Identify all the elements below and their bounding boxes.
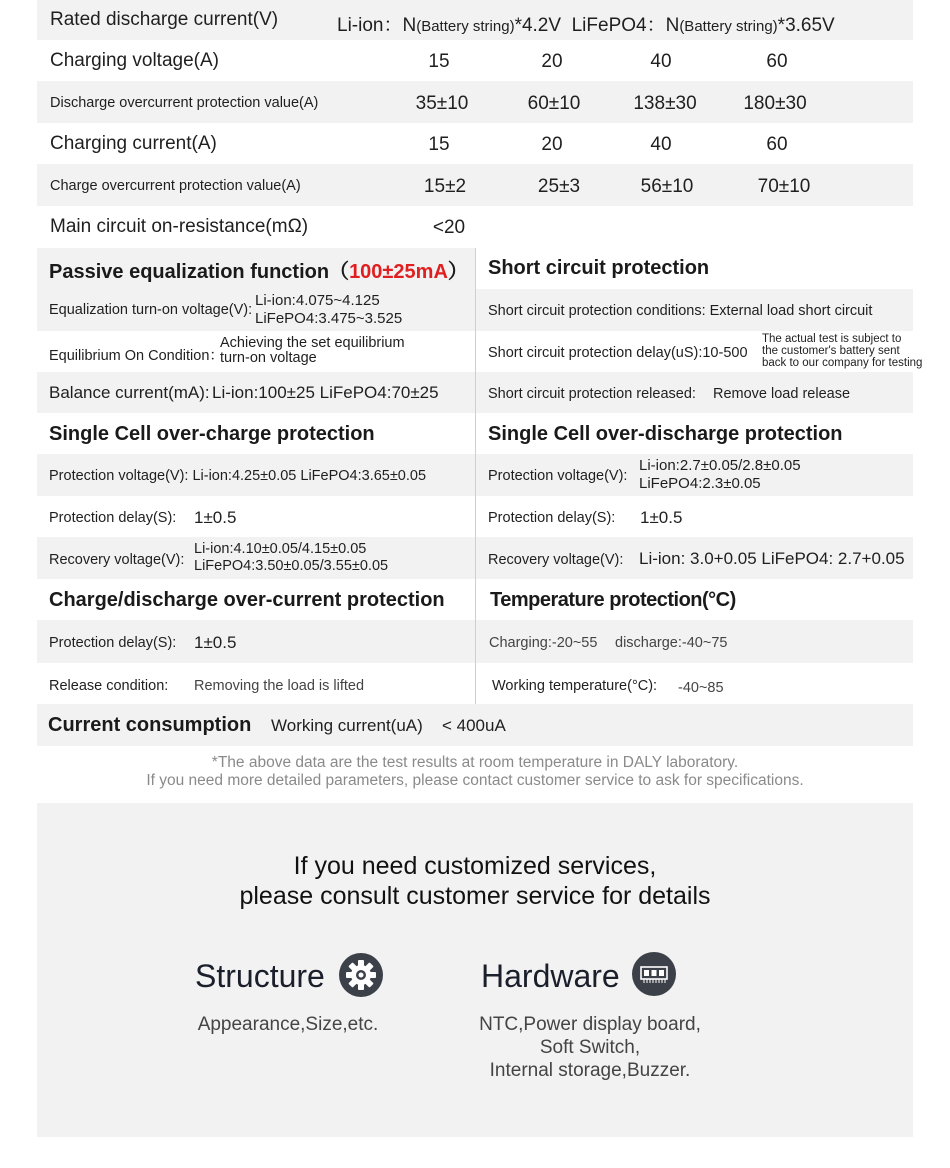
passive-short-row-1 (37, 289, 913, 331)
structure-desc: Appearance,Size,etc. (197, 1014, 379, 1035)
temperature-range-cell (475, 620, 914, 663)
overdischarge-voltage-cell (475, 454, 914, 496)
balance-value: Li-ion:100±25 LiFePO4:70±25 (212, 383, 439, 402)
cell-protection-row-1 (37, 454, 913, 496)
temperature-header-cell (475, 579, 914, 620)
consumption-label: Working current(uA) (271, 716, 423, 735)
discharge-ocp-1: 35±10 (415, 93, 469, 114)
short-title: Short circuit protection (488, 257, 710, 279)
passive-short-header-row (37, 248, 913, 289)
overcharge-recovery-lfp: LiFePO4:3.50±0.05/3.55±0.05 (194, 558, 389, 574)
overdischarge-recovery-label: Recovery voltage(V): (488, 552, 624, 568)
resistance-row (37, 206, 913, 248)
overdischarge-recovery-value: Li-ion: 3.0+0.05 LiFePO4: 2.7+0.05 (639, 549, 905, 568)
overcharge-delay-value: 1±0.5 (194, 508, 237, 527)
charging-voltage-40: 40 (650, 51, 672, 72)
current-temp-row-2 (37, 663, 913, 704)
temperature-charging: Charging:-20~55 (489, 635, 598, 651)
discharge-ocp-label: Discharge overcurrent protection value(A) (50, 95, 319, 111)
on-condition-1: Achieving the set equilibrium (220, 335, 405, 351)
charge-ocp-row (37, 164, 913, 206)
short-released-cell (475, 372, 914, 413)
overdischarge-delay-label: Protection delay(S): (488, 510, 616, 526)
short-delay-cell (475, 331, 923, 372)
on-condition-label: Equilibrium On Condition： (49, 348, 224, 364)
cell-protection-header-row (37, 413, 913, 454)
rated-discharge-label: Rated discharge current(V) (50, 9, 279, 30)
overcharge-header-cell (37, 413, 475, 454)
charging-voltage-20: 20 (541, 51, 563, 72)
footnote-row (37, 746, 913, 799)
turn-on-lfp: LiFePO4:3.475~3.525 (255, 310, 403, 327)
cell-protection-row-3 (37, 537, 913, 579)
charge-ocp-4: 70±10 (757, 176, 811, 197)
on-condition-2: turn-on voltage (220, 350, 317, 366)
cell-protection-row-2 (37, 496, 913, 537)
turn-on-li: Li-ion:4.075~4.125 (255, 292, 380, 309)
overdischarge-voltage-li: Li-ion:2.7±0.05/2.8±0.05 (639, 457, 801, 474)
discharge-ocp-4: 180±30 (743, 93, 807, 114)
overdischarge-delay-value: 1±0.5 (640, 508, 683, 527)
charge-ocp-1: 15±2 (423, 176, 467, 197)
passive-short-row-3 (37, 372, 913, 413)
short-note-1: The actual test is subject to (762, 333, 902, 345)
short-released-label: Short circuit protection released: (488, 386, 696, 402)
overcharge-recovery-li: Li-ion:4.10±0.05/4.15±0.05 (194, 541, 367, 557)
overcharge-recovery-cell (37, 537, 475, 579)
charge-ocp-label: Charge overcurrent protection value(A) (50, 178, 301, 194)
overcharge-title: Single Cell over-charge protection (49, 423, 375, 445)
temperature-title: Temperature protection(°C) (490, 589, 736, 611)
charging-current-row (37, 123, 913, 164)
custom-headline (37, 851, 913, 911)
temperature-discharge: discharge:-40~75 (615, 635, 728, 651)
overdischarge-recovery-cell (475, 537, 914, 579)
passive-header-cell (37, 248, 475, 289)
overdischarge-voltage-label: Protection voltage(V): (488, 468, 628, 484)
consumption-value: < 400uA (442, 716, 506, 735)
charging-current-20: 20 (541, 134, 563, 155)
rated-discharge-row (37, 0, 913, 40)
charge-ocp-3: 56±10 (640, 176, 694, 197)
overcurrent-title: Charge/discharge over-current protection (49, 589, 445, 611)
charging-current-60: 60 (766, 134, 788, 155)
charging-voltage-15: 15 (428, 51, 450, 72)
overcurrent-release-value: Removing the load is lifted (194, 678, 365, 694)
charge-ocp-2: 25±3 (537, 176, 581, 197)
overdischarge-header-cell (475, 413, 914, 454)
short-conditions-cell (475, 289, 914, 331)
balance-cell (37, 372, 475, 413)
short-note-3: back to our company for testing (762, 357, 923, 369)
hardware-desc-line-1: NTC,Power display board, (479, 1014, 701, 1035)
consumption-row (37, 704, 913, 746)
discharge-ocp-3: 138±30 (633, 93, 697, 114)
overcurrent-delay-value: 1±0.5 (194, 633, 237, 652)
on-condition-cell (37, 331, 475, 372)
overcharge-voltage-cell (37, 454, 475, 496)
hardware-title: Hardware (481, 958, 620, 994)
short-released-value: Remove load release (713, 386, 851, 402)
overcharge-voltage: Protection voltage(V): Li-ion:4.25±0.05 LiFePO4:3.65±0.05 (49, 468, 427, 484)
passive-title: Passive equalization function（100±25mA） (49, 261, 468, 283)
overdischarge-voltage-lfp: LiFePO4:2.3±0.05 (639, 475, 761, 492)
discharge-ocp-row (37, 81, 913, 123)
rated-discharge-value: Li-ion：N(Battery string)*4.2V LiFePO4：N(Battery string)*3.65V (337, 15, 835, 36)
working-temperature-cell (475, 663, 914, 704)
overcharge-delay-cell (37, 496, 475, 537)
overdischarge-delay-cell (475, 496, 914, 537)
charging-current-label: Charging current(A) (50, 133, 217, 154)
short-note-2: the customer's battery sent (762, 345, 900, 357)
charging-voltage-60: 60 (766, 51, 788, 72)
discharge-ocp-2: 60±10 (527, 93, 581, 114)
overcharge-recovery-label: Recovery voltage(V): (49, 552, 185, 568)
custom-services-panel (37, 803, 913, 1137)
footnote-line-2: If you need more detailed parameters, please contact customer service to ask for specifications. (146, 772, 804, 789)
custom-headline-line-1: If you need customized services, (293, 852, 657, 880)
structure-title: Structure (195, 958, 325, 994)
custom-headline-line-2: please consult customer service for details (239, 882, 711, 910)
overcurrent-release-cell (37, 663, 475, 704)
balance-label: Balance current(mA): (49, 383, 210, 402)
overcurrent-release-label: Release condition: (49, 678, 169, 694)
passive-short-row-2 (37, 331, 923, 372)
working-temperature-label: Working temperature(°C): (492, 678, 658, 694)
resistance-value: <20 (432, 217, 466, 238)
short-delay: Short circuit protection delay(uS):10-500 (488, 345, 748, 361)
overdischarge-title: Single Cell over-discharge protection (488, 423, 843, 445)
gear-icon (339, 953, 383, 997)
short-conditions: Short circuit protection conditions: External load short circuit (488, 303, 873, 319)
hardware-desc-line-3: Internal storage,Buzzer. (489, 1060, 691, 1081)
resistance-label: Main circuit on-resistance(mΩ) (50, 216, 309, 237)
turn-on-cell (37, 289, 475, 331)
charging-current-15: 15 (428, 134, 450, 155)
turn-on-label: Equalization turn-on voltage(V): (49, 302, 253, 318)
hardware-desc-line-2: Soft Switch, (539, 1037, 641, 1058)
overcurrent-delay-label: Protection delay(S): (49, 635, 177, 651)
current-temp-header-row (37, 579, 913, 620)
overcurrent-delay-cell (37, 620, 475, 663)
overcharge-delay-label: Protection delay(S): (49, 510, 177, 526)
working-temperature-value: -40~85 (678, 680, 724, 696)
charging-voltage-label: Charging voltage(A) (50, 50, 219, 71)
charging-voltage-row (37, 40, 913, 81)
overcurrent-header-cell (37, 579, 475, 620)
spec-table (37, 0, 923, 799)
hardware-desc (430, 1013, 750, 1082)
memory-chip-icon (632, 952, 676, 996)
footnote-line-1: *The above data are the test results at room temperature in DALY laboratory. (211, 754, 739, 771)
short-header-cell (475, 248, 914, 289)
current-temp-row-1 (37, 620, 913, 663)
charging-current-40: 40 (650, 134, 672, 155)
consumption-title: Current consumption (48, 714, 252, 736)
